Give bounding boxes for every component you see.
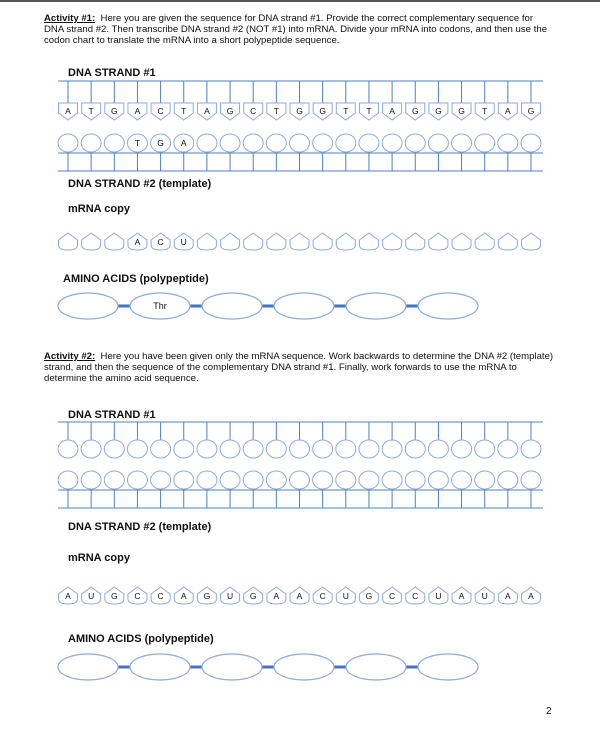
activity2-text: Here you have been given only the mRNA sequence. Work backwards to determine the DNA #2 (template) strand, and then the sequence of the complementary DNA strand #1. Finally, work forwards to use the mRNA to determine the amino acid sequence. (44, 351, 554, 384)
a2-dna1-ladder (58, 422, 543, 440)
a2-dna2-shape (313, 471, 333, 489)
a2-dna1-shape (220, 440, 240, 458)
a2-mrna-base: C (157, 591, 164, 601)
a2-dna2-shape (336, 471, 356, 489)
a2-mrna-base: A (528, 591, 534, 601)
a2-dna1-shape (243, 440, 263, 458)
a1-dna1-base: T (88, 106, 94, 116)
a2-mrna-base: A (296, 591, 303, 601)
a1-mrna-shape (82, 233, 101, 250)
a1-dna1-base: G (435, 106, 442, 116)
a2-dna1-shape (197, 440, 217, 458)
a1-dna2-shape (382, 134, 402, 152)
a2-dna2-shape (521, 471, 541, 489)
a1-dna2-shape (359, 134, 379, 152)
a2-amino-oval (346, 654, 406, 680)
a1-amino-oval (346, 293, 406, 319)
a1-mrna-shape (244, 233, 263, 250)
a1-mrna-shape (475, 233, 494, 250)
a1-amino-title: AMINO ACIDS (polypeptide) (63, 273, 209, 285)
a1-amino-oval (274, 293, 334, 319)
a2-dna2-shape (58, 471, 78, 489)
a2-mrna-base: A (458, 591, 465, 601)
a1-mrna-base: U (180, 237, 187, 247)
a1-dna1-base: A (134, 106, 141, 116)
a2-mrna-base: C (412, 591, 419, 601)
a1-mrna-shape (267, 233, 286, 250)
a2-mrna-base: A (273, 591, 280, 601)
a1-dna2-base: A (180, 138, 187, 148)
a2-amino-oval (202, 654, 262, 680)
a2-dna2-shape (475, 471, 495, 489)
a2-mrna-base: U (226, 591, 234, 601)
a2-dna1-shape (151, 440, 171, 458)
a1-dna1-base: T (273, 106, 279, 116)
a2-mrna-base: C (134, 591, 141, 601)
a2-amino-title: AMINO ACIDS (polypeptide) (68, 633, 214, 645)
a2-amino-oval (130, 654, 190, 680)
a1-dna2-shape (475, 134, 495, 152)
a1-dna2-shape (521, 134, 541, 152)
a1-mrna-shape (406, 233, 425, 250)
a1-dna1-base: G (527, 106, 535, 116)
a1-amino-label: Thr (153, 301, 167, 311)
a2-dna1-shape (290, 440, 310, 458)
a1-dna1-base: A (389, 106, 395, 116)
a2-dna1-shape (498, 440, 518, 458)
a1-dna2-shape (452, 134, 472, 152)
a2-dna1-shape (174, 440, 194, 458)
a1-dna1-base: G (319, 106, 326, 116)
a1-dna2-shape (197, 134, 217, 152)
a2-dna1-title: DNA STRAND #1 (68, 409, 156, 421)
a1-dna2-shape (336, 134, 356, 152)
a2-amino-oval (274, 654, 334, 680)
a2-dna2-shape (382, 471, 402, 489)
a1-dna2-shape (220, 134, 240, 152)
a2-dna1-shape (428, 440, 448, 458)
a2-dna1-shape (359, 440, 379, 458)
a2-mrna-base: U (342, 591, 349, 601)
a2-dna2-shape (174, 471, 194, 489)
a1-dna2-title: DNA STRAND #2 (template) (68, 178, 212, 190)
a1-amino-oval (58, 293, 118, 319)
activity2-label: Activity #2: (44, 351, 96, 362)
a1-dna1-base: A (65, 106, 71, 116)
a2-dna2-shape (359, 471, 379, 489)
a1-dna2-base: G (157, 138, 164, 148)
a2-dna2-shape (405, 471, 425, 489)
a1-dna1-base: T (343, 106, 349, 116)
a1-amino-oval (202, 293, 262, 319)
a1-mrna-shape (522, 233, 541, 250)
a2-dna1-shape (266, 440, 286, 458)
a1-mrna-shape (359, 233, 378, 250)
a1-dna1-base: T (181, 106, 187, 116)
a1-mrna-shape (59, 233, 78, 250)
a2-dna2-shape (498, 471, 518, 489)
a2-mrna-base: G (110, 591, 118, 601)
a1-amino-oval (418, 293, 478, 319)
a1-dna1-base: C (157, 106, 164, 116)
a2-mrna-base: A (180, 591, 187, 601)
a1-dna2-shape (266, 134, 286, 152)
a1-dna2-shape (58, 134, 78, 152)
a1-dna1-base: G (458, 106, 465, 116)
a2-mrna-base: U (88, 591, 95, 601)
a1-dna1-base: G (110, 106, 118, 116)
a1-dna2-base: T (134, 138, 141, 148)
a2-dna2-shape (220, 471, 240, 489)
a2-dna1-shape (452, 440, 472, 458)
a1-dna2-shape (428, 134, 448, 152)
a1-mrna-shape (221, 233, 240, 250)
a1-dna1-base: T (366, 106, 372, 116)
a1-mrna-shape (290, 233, 309, 250)
a1-dna2-shape (498, 134, 518, 152)
a2-mrna-base: A (65, 591, 71, 601)
a1-mrna-shape (336, 233, 355, 250)
a2-dna1-shape (313, 440, 333, 458)
a2-amino-oval (58, 654, 118, 680)
a1-dna1-base: C (250, 106, 257, 116)
a2-dna1-shape (382, 440, 402, 458)
a2-mrna-base: U (481, 591, 488, 601)
a2-mrna-base: A (505, 591, 511, 601)
a2-dna2-shape (104, 471, 124, 489)
a2-dna1-shape (336, 440, 356, 458)
a2-dna1-shape (127, 440, 147, 458)
a2-mrna-base: U (435, 591, 442, 601)
a2-dna1-shape (104, 440, 124, 458)
a1-dna1-base: T (482, 106, 488, 116)
a2-dna2-shape (452, 471, 472, 489)
a2-mrna-base: C (319, 591, 326, 601)
a2-dna2-shape (290, 471, 310, 489)
a1-dna2-shape (313, 134, 333, 152)
a1-mrna-shape (498, 233, 517, 250)
a1-dna1-base: G (296, 106, 303, 116)
a1-dna2-ladder (58, 153, 543, 171)
a1-mrna-shape (313, 233, 332, 250)
a1-dna2-shape (81, 134, 101, 152)
a2-dna1-shape (58, 440, 78, 458)
a1-dna2-shape (290, 134, 310, 152)
a1-dna2-shape (243, 134, 263, 152)
a2-dna1-shape (81, 440, 101, 458)
a2-dna1-shape (475, 440, 495, 458)
a2-mrna-base: C (389, 591, 396, 601)
a2-dna2-shape (127, 471, 147, 489)
a2-dna2-shape (243, 471, 263, 489)
a2-dna2-shape (151, 471, 171, 489)
a1-dna1-base: G (226, 106, 234, 116)
a2-amino-oval (418, 654, 478, 680)
a1-mrna-base: A (134, 237, 141, 247)
a1-dna2-shape (405, 134, 425, 152)
a1-dna1-ladder (58, 81, 543, 103)
a1-mrna-shape (383, 233, 402, 250)
a2-dna2-shape (266, 471, 286, 489)
a2-dna2-title: DNA STRAND #2 (template) (68, 521, 212, 533)
a1-mrna-shape (452, 233, 471, 250)
a1-mrna-shape (105, 233, 124, 250)
a2-dna2-shape (197, 471, 217, 489)
a2-mrna-base: G (365, 591, 373, 601)
a1-dna1-base: A (204, 106, 210, 116)
activity1-label: Activity #1: (44, 13, 96, 24)
a1-mrna-base: C (157, 237, 164, 247)
a1-mrna-shape (429, 233, 448, 250)
a1-mrna-shape (197, 233, 216, 250)
a2-dna1-shape (521, 440, 541, 458)
a2-dna2-shape (428, 471, 448, 489)
a1-dna2-shape (104, 134, 124, 152)
activity1-text: Here you are given the sequence for DNA strand #1. Provide the correct complementary sequence for DNA strand #2. Then transcribe DNA strand #2 (NOT #1) into mRNA. Divide your mRNA into codons, and then use the codon chart to translate the mRNA into a short polypeptide sequence. (44, 13, 548, 46)
a1-dna1-base: G (411, 106, 419, 116)
a2-dna2-ladder (58, 490, 543, 508)
a2-mrna-base: G (203, 591, 211, 601)
a2-dna2-shape (81, 471, 101, 489)
a2-mrna-base: G (249, 591, 257, 601)
page-number: 2 (546, 706, 552, 717)
a2-dna1-shape (405, 440, 425, 458)
a1-mrna-title: mRNA copy (68, 203, 130, 215)
a1-dna1-title: DNA STRAND #1 (68, 67, 156, 79)
a2-mrna-title: mRNA copy (68, 552, 130, 564)
a1-dna1-base: A (505, 106, 511, 116)
